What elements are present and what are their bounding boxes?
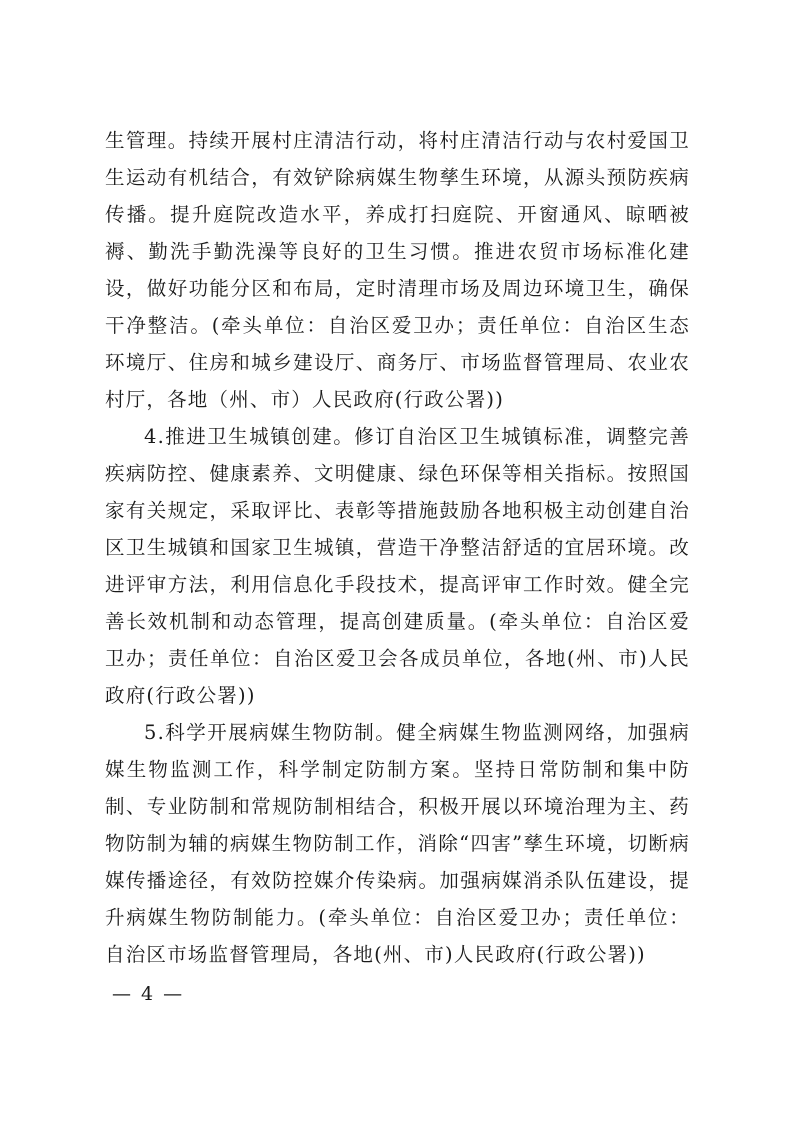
- document-body: [105, 122, 690, 973]
- page-number: — 4 —: [112, 983, 185, 1005]
- paragraph-hygienic-town-creation: 4.推进卫生城镇创建。修订自治区卫生城镇标准，调整完善疾病防控、健康素养、文明健康、绿色环保等相关指标。按照国家有关规定，采取评比、表彰等措施鼓励各地积极主动创建自治区卫生城镇和国家卫生城镇，营造干净整洁舒适的宜居环境。改进评审方法，利用信息化手段技术，提高评审工作时效。健全完善长效机制和动态管理，提高创建质量。(牵头单位：自治区爱卫办；责任单位：自治区爱卫会各成员单位，各地(州、市)人民政府(行政公署)): [105, 425, 690, 707]
- paragraph-sanitation-management: 生管理。持续开展村庄清洁行动，将村庄清洁行动与农村爱国卫生运动有机结合，有效铲除病媒生物孳生环境，从源头预防疾病传播。提升庭院改造水平，养成打扫庭院、开窗通风、晾晒被褥、勤洗手勤洗澡等良好的卫生习惯。推进农贸市场标准化建设，做好功能分区和布局，定时清理市场及周边环境卫生，确保干净整洁。(牵头单位：自治区爱卫办；责任单位：自治区生态环境厅、住房和城乡建设厅、商务厅、市场监督管理局、农业农村厅，各地（州、市）人民政府(行政公署)): [105, 129, 690, 411]
- paragraph-vector-control: 5.科学开展病媒生物防制。健全病媒生物监测网络，加强病媒生物监测工作，科学制定防制方案。坚持日常防制和集中防制、专业防制和常规防制相结合，积极开展以环境治理为主、药物防制为辅的病媒生物防制工作，消除“四害”孳生环境，切断病媒传播途径，有效防控媒介传染病。加强病媒消杀队伍建设，提升病媒生物防制能力。(牵头单位：自治区爱卫办；责任单位：自治区市场监督管理局，各地(州、市)人民政府(行政公署)): [105, 721, 690, 966]
